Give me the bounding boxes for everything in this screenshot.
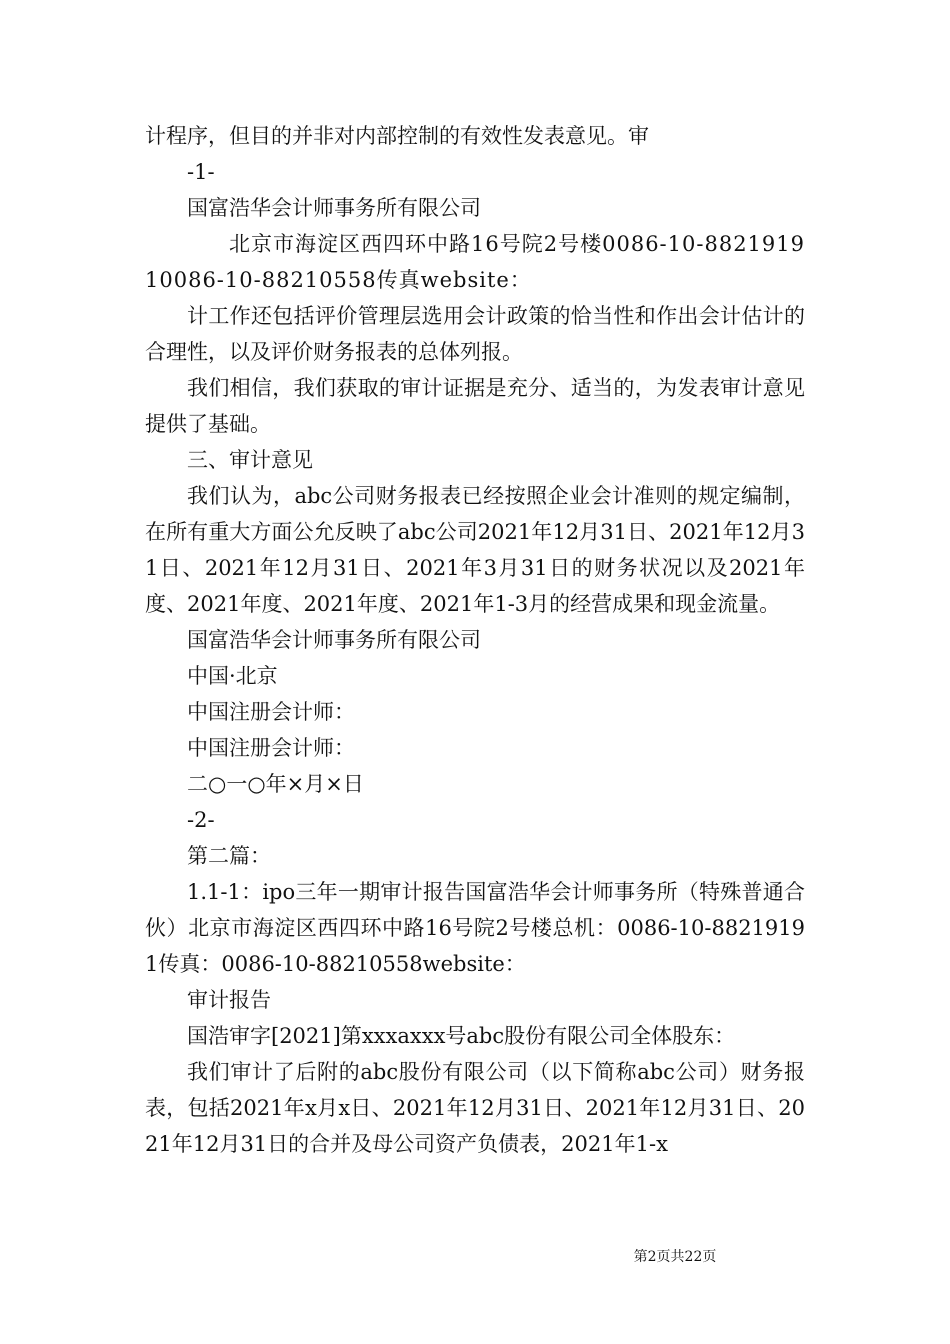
section-heading-part-two: 第二篇： xyxy=(187,844,271,868)
paragraph-evidence: 我们相信，我们获取的审计证据是充分、适当的，为发表审计意见提供了基础。 xyxy=(145,376,805,436)
firm-name: 国富浩华会计师事务所有限公司 xyxy=(187,196,481,220)
paragraph-report-header: 1.1-1：ipo三年一期审计报告国富浩华会计师事务所（特殊普通合伙）北京市海淀区西四环中路16号院2号楼总机：0086-10-88219191传真：0086-10-88210558website： xyxy=(145,880,805,976)
paragraph-audit-scope: 我们审计了后附的abc股份有限公司（以下简称abc公司）财务报表，包括2021年x月x日、2021年12月31日、2021年12月31日、2021年12月31日的合并及母公司资产负债表，2021年1-x xyxy=(145,1060,805,1156)
signature-location: 中国·北京 xyxy=(187,664,278,688)
paragraph-opinion: 我们认为，abc公司财务报表已经按照企业会计准则的规定编制，在所有重大方面公允反映了abc公司2021年12月31日、2021年12月31日、2021年12月31日、2021年3月31日的财务状况以及2021年度、2021年度、2021年度、2021年1-3月的经营成果和现金流量。 xyxy=(145,484,805,616)
signature-cpa-1: 中国注册会计师： xyxy=(187,700,355,724)
signature-firm-name: 国富浩华会计师事务所有限公司 xyxy=(187,628,481,652)
paragraph-audit-work: 计工作还包括评价管理层选用会计政策的恰当性和作出会计估计的合理性，以及评价财务报表的总体列报。 xyxy=(145,304,805,364)
report-title: 审计报告 xyxy=(187,988,271,1012)
paragraph-continuation: 计程序，但目的并非对内部控制的有效性发表意见。审 xyxy=(145,124,649,148)
page-footer: 第2页共22页 xyxy=(633,1249,717,1265)
document-body xyxy=(145,118,805,1162)
signature-cpa-2: 中国注册会计师： xyxy=(187,736,355,760)
page-marker-2: -2- xyxy=(187,808,215,832)
page-marker-1: -1- xyxy=(187,160,215,184)
signature-date: 二○一○年×月×日 xyxy=(187,772,364,796)
report-number: 国浩审字[2021]第xxxaxxx号abc股份有限公司全体股东： xyxy=(187,1024,736,1048)
section-heading-opinion: 三、审计意见 xyxy=(187,448,313,472)
firm-address: 北京市海淀区西四环中路16号院2号楼0086-10-882191910086-10-88210558传真website： xyxy=(145,232,805,292)
